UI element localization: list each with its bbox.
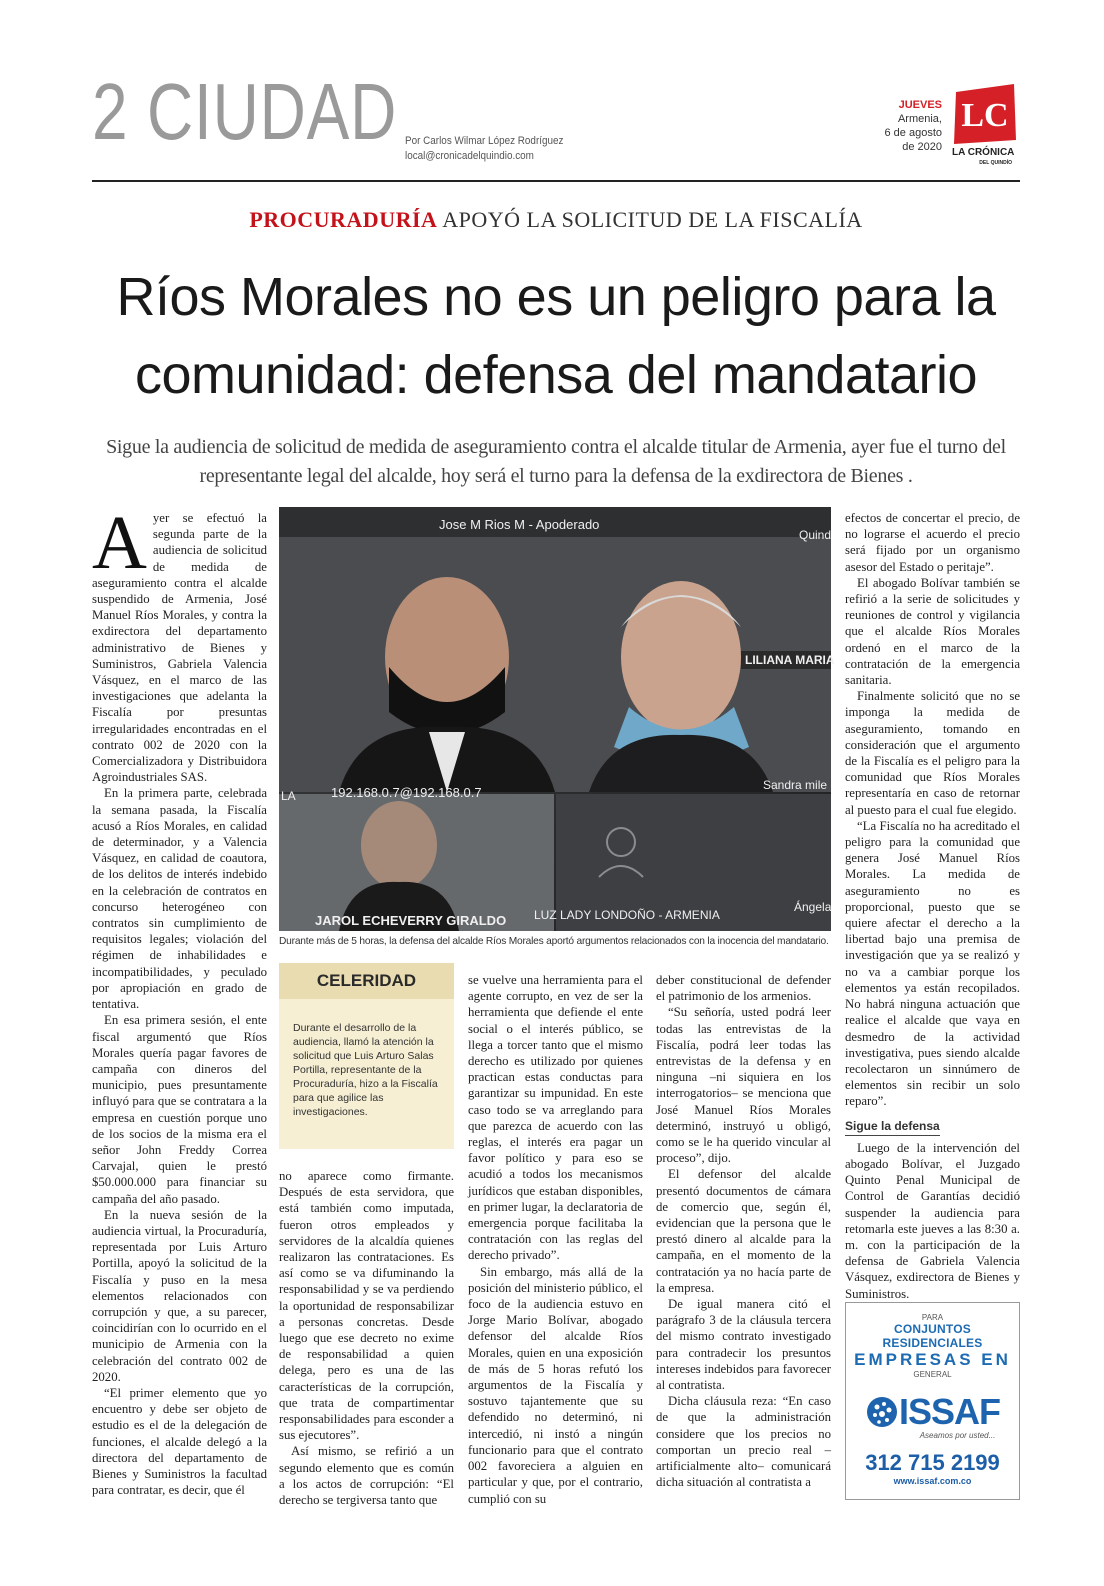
kicker — [92, 207, 1020, 233]
paragraph: El defensor del alcalde presentó documentos de cámara de comercio que, según él, evidencian que la persona que le prestó dinero al alcalde para la campaña, en el momento de la contratación ya no hacía parte de la empresa. — [656, 1167, 831, 1295]
logo-letters: LC — [961, 97, 1009, 134]
paragraph: En esa primera sesión, el ente fiscal argumentó que Ríos Morales quería pagar favores de campaña con dineros del municipio, pues presuntamente influyó para que se contratara a la empresa en cuestión porque uno de los socios de la misma era el señor John Freddy Correa Carvajal, quien le prestó $50.000.000 para financiar su campaña del año pasado. — [92, 1013, 267, 1206]
section-title: 2 CIUDAD — [92, 67, 398, 156]
paragraph: “El primer elemento que yo encuentro y debe ser objeto de estudio es el de la delegación de funciones, el alcalde delegó a la directora del departamento de Bienes y Suministros la facultad para contratar, es decir, que él — [92, 1385, 267, 1498]
participant-label: LILIANA MARIA — [745, 653, 835, 667]
photo-illustration — [279, 507, 835, 931]
participant-label: LUZ LADY LONDOÑO - ARMENIA — [534, 908, 720, 922]
paragraph: El abogado Bolívar también se refirió a la serie de solicitudes y reuniones de control y vigilancia que el alcalde Ríos Morales ordenó en el marco de la contratación de la emergencia sanitaria. — [845, 575, 1020, 688]
headline-line-1: Ríos Morales no es un peligro para la — [116, 267, 996, 327]
logo-name: LA CRÓNICA — [952, 147, 1015, 158]
kicker-text: APOYÓ LA SOLICITUD DE LA FISCALÍA — [442, 207, 863, 232]
deck: Sigue la audiencia de solicitud de medida de aseguramiento contra el alcalde titular de Armenia, ayer fue el turno del representante legal del alcalde, hoy será el turno para la defensa de la exdirectora de Bienes . — [106, 436, 1006, 487]
globe-icon — [865, 1395, 899, 1429]
video-call-photo — [279, 507, 835, 931]
participant-label: Sandra mile — [763, 778, 828, 792]
paragraph: “Su señoría, usted podrá leer todas las entrevistas de la Fiscalía, podrá leer todas las entrevistas de la defensa y en ninguna –ni siquiera en los interrogatorios– se menciona que José Manuel Ríos Morales determinó, instruyó u obligó, como se le ha querido vincular al proceso”, dijo. — [656, 1005, 831, 1166]
ad-line-1: CONJUNTOS RESIDENCIALES — [882, 1322, 983, 1350]
ad-brand — [846, 1387, 1019, 1437]
paragraph: De igual manera citó el parágrafo 3 de la cláusula tercera del mismo contrato investigado para contradecir los presuntos intereses indebidos para favorecer al contratista. — [656, 1297, 831, 1393]
paragraph: deber constitucional de defender el patrimonio de los armenios. — [656, 973, 831, 1004]
paragraph: Finalmente solicitó que no se imponga la medida de aseguramiento, tomando en consideración que el argumento de la Fiscalía es el peligro para la comunidad que Ríos Morales representaría en caso de retornar al puesto para el cual fue elegido. — [845, 689, 1020, 817]
logo-caption — [952, 148, 1022, 168]
paragraph: Ayer se efectuó la segunda parte de la audiencia de solicitud de medida de aseguramiento contra el alcalde suspendido de Armenia, José Manuel Ríos Morales, y contra la exdirectora del departamento administrativo de Bienes y Suministros, Gabriela Valencia Vásquez, en el marco de las investigaciones que adelanta la Fiscalía por presuntas irregularidades encontradas en el contrato 002 de 2020 con la Comercializadora y Distribuidora Agroindustriales SAS. — [92, 501, 267, 785]
ad-phone[interactable]: 312 715 2199 — [865, 1450, 1000, 1475]
drop-cap: A — [92, 501, 147, 585]
headline-line-2: comunidad: defensa del mandatario — [134, 345, 978, 405]
paragraph: Dicha cláusula reza: “En caso de que la administración considere que los precios no comportan un precio real –artificialmente alto– comunicará dicha situación al contratista a — [656, 1394, 831, 1490]
participant-label: JAROL ECHEVERRY GIRALDO — [315, 913, 507, 928]
paragraph: no aparece como firmante. Después de esta servidora, que está también como imputada, fueron otros empleados y servidores de la alcaldía quienes realizaron las contrataciones. Es así como se va difuminando la responsabilidad y se va perdiendo la oportunidad de responsabilizar a personas concretas. Desde luego que ese decreto no exime de responsabilidad a quien delega, pero es una de las características de la corrupción, que trata de compartimentar responsabilidades para esconder a sus ejecutores”. — [279, 1169, 454, 1443]
author-name: Por Carlos Wilmar López Rodríguez — [405, 135, 564, 147]
article-column-5 — [845, 510, 1020, 1300]
year-line: de 2020 — [902, 141, 942, 153]
ad-para: PARA — [921, 1313, 944, 1322]
issaf-advertisement[interactable] — [845, 1302, 1020, 1500]
ad-line-2: EMPRESAS EN — [854, 1350, 1011, 1369]
date-block — [885, 98, 943, 154]
ip-label: 192.168.0.7@192.168.0.7 — [331, 785, 482, 800]
author-email[interactable]: local@cronicadelquindio.com — [405, 150, 534, 162]
paragraph: Así mismo, se refirió a un segundo elemento que es común a los actos de corrupción: “El derecho se tergiversa tanto que — [279, 1444, 454, 1508]
paragraph: Luego de la intervención del abogado Bolívar, el Juzgado Quinto Penal Municipal de Control de Garantías decidió suspender la audiencia para retomarla este jueves a las 8:30 a. m. con la participación de la defensa de Gabriela Valencia Vásquez, exdirectora de Bienes y Suministros. — [845, 1140, 1020, 1301]
photo-caption: Durante más de 5 horas, la defensa del alcalde Ríos Morales aportó argumentos relacionados con la inocencia del mandatario. — [279, 936, 829, 947]
participant-label: LA — [281, 789, 296, 803]
byline — [405, 134, 563, 164]
paragraph: se vuelve una herramienta para el agente corrupto, en vez de ser la herramienta que defiende el ente social o el interés público, se llega a torcer tanto que el mismo derecho es utilizado por quienes practican estas conductas para garantizar su impunidad. En este caso todo se va arreglando para que parezca de acuerdo con las reglas, el interés era pagar un favor político y para eso se acudió a todos los mecanismos jurídicos que estaban disponibles, en primer lugar, la declaratoria de emergencia porque facilitaba la contratación con las reglas del derecho privado”. — [468, 973, 643, 1263]
city: Armenia, — [897, 113, 942, 125]
header-rule — [92, 180, 1020, 182]
paragraph: En la nueva sesión de la audiencia virtual, la Procuraduría, representada por Luis Arturo Portilla, apoyó la solicitud de la Fiscalía y puso en la mesa elementos relacionados con corrupción y que, a su parecer, coincidirían con lo ocurrido en el municipio de Armenia con la celebración del contrato 002 de 2020. — [92, 1207, 267, 1384]
paragraph: efectos de concertar el precio, de no lograrse el acuerdo el precio será fijado por un organismo asesor del Estado o peritaje”. — [845, 511, 1020, 574]
date-line: 6 de agosto — [884, 127, 942, 139]
sidebar-title: CELERIDAD — [279, 963, 454, 999]
paragraph: “La Fiscalía no ha acreditado el peligro para la comunidad que genera José Manuel Ríos Morales. La medida de aseguramiento no es proporcional, puesto que se quiere afectar el derecho a la libertad bajo una premisa de investigación que ya se realizó y no va a cambiar porque los elementos ya están recopilados. No habrá ninguna actuación que realice el alcalde que vaya en desmedro de la actividad investigativa, pues siendo alcalde recolectaron un sinnúmero de elementos sin recibir un solo reparo”. — [845, 818, 1020, 1109]
participant-label: Quind — [799, 528, 832, 542]
kicker-highlight: PROCURADURÍA — [249, 207, 438, 232]
participant-label: Ángela — [794, 900, 832, 914]
ad-website[interactable]: www.issaf.com.co — [893, 1476, 972, 1486]
article-column-4 — [656, 972, 831, 1492]
ad-slogan: Aseamos por usted... — [919, 1431, 996, 1440]
subheading: Sigue la defensa — [845, 1118, 940, 1136]
article-column-3 — [468, 972, 643, 1506]
paragraph: Sin embargo, más allá de la posición del ministerio público, el foco de la audiencia estuvo en Jorge Mario Bolívar, abogado defensor del alcalde Ríos Morales, quien en una exposición de más de 5 horas refutó los argumentos de la Fiscalía y sostuvo tajantemente que su defendido no determinó, ni intercedió, ni instó a ningún funcionario para que el contrato 002 favoreciera a alguien en particular y que, por el contrario, cumplió con su — [468, 1264, 643, 1506]
logo-sub: DEL QUINDÍO — [979, 160, 1012, 166]
sidebar-body: Durante el desarrollo de la audiencia, llamó la atención la solicitud que Luis Arturo Salas Portilla, representante de la Procuraduría, hizo a la Fiscalía para que agilice las investigaciones. — [279, 999, 454, 1149]
headline — [92, 258, 1020, 414]
participant-label: Jose M Rios M - Apoderado — [439, 517, 600, 532]
newspaper-logo[interactable] — [952, 82, 1018, 148]
article-column-2 — [279, 1168, 454, 1508]
weekday: JUEVES — [898, 99, 942, 111]
ad-line-3: GENERAL — [913, 1370, 952, 1379]
article-column-1 — [92, 501, 267, 1498]
ad-brand-name: ISSAF — [898, 1391, 1000, 1432]
paragraph: En la primera parte, celebrada la semana pasada, la Fiscalía acusó a Ríos Morales, en calidad de determinador, y a Valencia Vásquez, en calidad de coautora, de los delitos de interés indebido en la celebración de contratos en concurso heterogéneo con contratos sin cumplimiento de requisitos legales; violación del régimen de inhabilidades e incompatibilidades, y peculado por apropiación en grado de tentativa. — [92, 786, 267, 1012]
